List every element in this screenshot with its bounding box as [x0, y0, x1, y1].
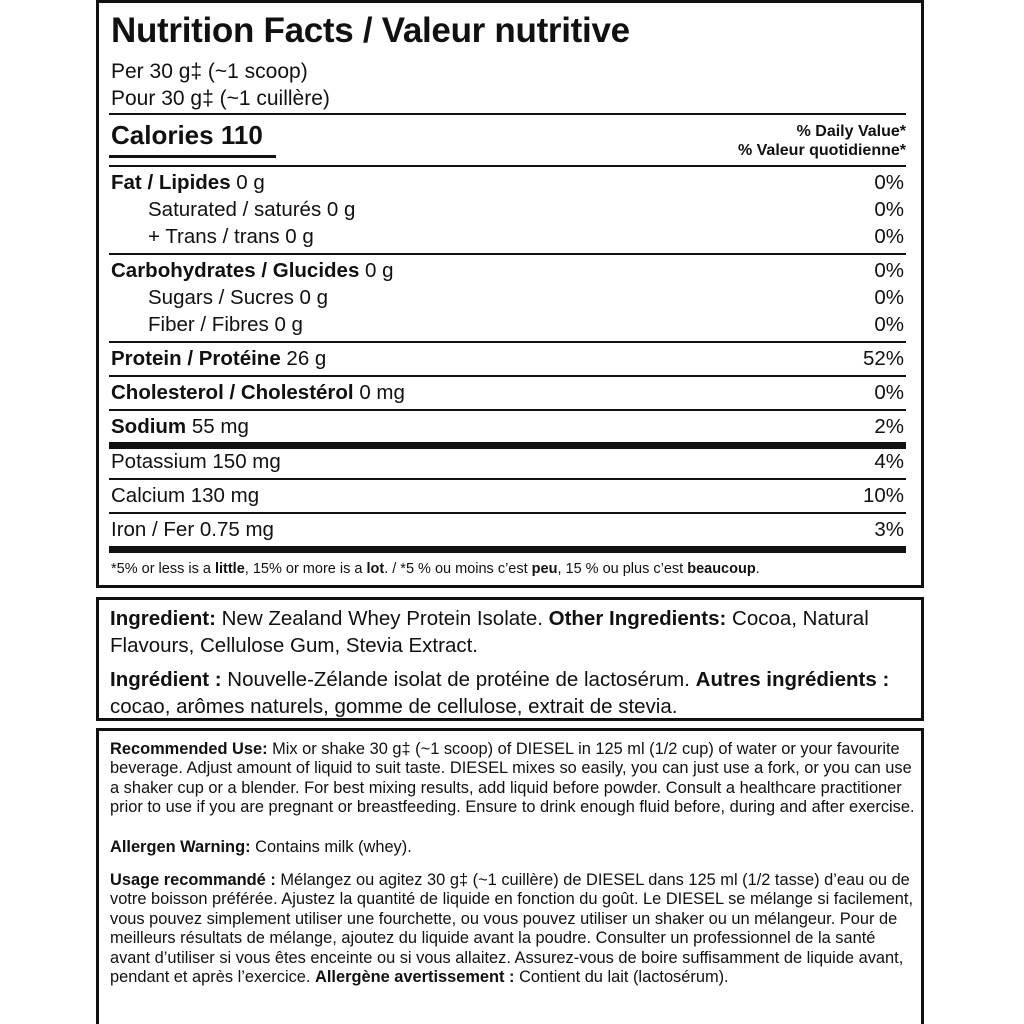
other-ingredients-label-fr: Autres ingrédients : — [695, 668, 890, 691]
recommended-use-fr: Usage recommandé : Mélangez ou agitez 30 g‡ (~1 cuillère) de DIESEL dans 125 ml (1/2 tasse) d’eau ou de votre boisson préférée. Ajustez la quantité de liquide en fonction du goût. Le DIESEL se mélange si facilement, vous pouvez simplement utiliser une fourchette, ou vous pouvez utiliser un shaker ou un mélangeur. Pour de meilleurs résultats de mélange, ajoutez du liquide avant la poudre. Consulter un professionnel de la santé avant d’utiliser si vous êtes enceinte ou si vous allaitez. Assurez-vous de boire suffisamment de liquide avant, pendant et après l’exercice. Allergène avertissement : Contient du lait (lactosérum). — [110, 871, 914, 987]
nutrient-row-carbohydrates — [111, 259, 906, 283]
nutrient-row-iron — [111, 518, 906, 542]
other-ingredients-label-en: Other Ingredients: — [548, 607, 727, 630]
divider — [109, 409, 906, 411]
nutrient-amount: 0 g — [359, 259, 394, 282]
recommended-use-en: Recommended Use: Mix or shake 30 g‡ (~1 scoop) of DIESEL in 125 ml (1/2 cup) of water or your favourite beverage. Adjust amount of liquid to suit taste. DIESEL mixes so easily, you can just use a fork, or you can use a shaker cup or a blender. For best mixing results, add liquid before powder. Consult a healthcare practitioner prior to use if you are pregnant or breastfeeding. Ensure to drink enough fluid before, during and after exercise. — [110, 740, 915, 817]
nutrient-amount: 0 g — [230, 171, 265, 194]
nutrient-dv: 3% — [874, 518, 904, 541]
ingredients-label-en: Ingredient: — [110, 607, 216, 630]
recommended-use-label: Recommended Use: — [110, 740, 268, 758]
nutrient-label: Saturated / saturés 0 g — [148, 198, 356, 221]
nutrient-label: Fat / Lipides — [111, 171, 231, 194]
nutrient-amount: 0 mg — [353, 381, 405, 404]
nutrient-row-cholesterol — [111, 381, 906, 405]
nutrient-label: Protein / Protéine — [111, 347, 281, 370]
divider — [109, 341, 906, 343]
nutrition-facts-panel — [96, 0, 924, 588]
nutrient-label: Iron / Fer 0.75 mg — [111, 518, 274, 541]
divider — [109, 113, 906, 115]
divider — [109, 478, 906, 480]
nutrient-row-sodium — [111, 415, 906, 439]
nutrient-dv: 2% — [874, 415, 904, 438]
allergen-warning-en: Allergen Warning: Contains milk (whey). — [110, 838, 412, 856]
nutrient-label: Calcium 130 mg — [111, 484, 260, 507]
usage-panel — [96, 728, 924, 1024]
ingredients-label-fr: Ingrédient : — [110, 668, 222, 691]
nutrient-amount: 55 mg — [186, 415, 249, 438]
thick-divider — [109, 442, 906, 449]
daily-value-header-fr: % Valeur quotidienne* — [737, 142, 906, 159]
serving-size-en: Per 30 g‡ (~1 scoop) — [111, 60, 308, 83]
ingredients-en: Ingredient: New Zealand Whey Protein Isolate. Other Ingredients: Cocoa, Natural Flavours, Cellulose Gum, Stevia Extract. — [110, 607, 869, 657]
ingredients-fr: Ingrédient : Nouvelle-Zélande isolat de protéine de lactosérum. Autres ingrédients : cocao, arômes naturels, gomme de cellulose, extrait de stevia. — [110, 668, 890, 718]
nutrient-dv: 0% — [874, 171, 904, 194]
nutrient-dv: 4% — [874, 450, 904, 473]
nutrient-row-potassium — [111, 450, 906, 474]
serving-size-fr: Pour 30 g‡ (~1 cuillère) — [111, 87, 330, 110]
nutrient-label: Sugars / Sucres 0 g — [148, 286, 329, 309]
nutrient-row-fiber — [148, 313, 906, 337]
allergen-label: Allergen Warning: — [110, 838, 251, 856]
nutrient-label: Sodium — [111, 415, 187, 438]
nutrient-dv: 0% — [874, 381, 904, 404]
nutrient-label: + Trans / trans 0 g — [148, 225, 314, 248]
nutrient-dv: 0% — [874, 286, 904, 309]
nutrient-label: Potassium 150 mg — [111, 450, 281, 473]
nutrient-dv: 0% — [874, 259, 904, 282]
nutrient-amount: 26 g — [280, 347, 327, 370]
divider — [109, 512, 906, 514]
divider — [109, 165, 906, 167]
nutrient-row-protein — [111, 347, 906, 371]
nutrient-row-trans — [148, 225, 906, 249]
daily-value-footnote: *5% or less is a little, 15% or more is a lot. / *5 % ou moins c’est peu, 15 % ou plus c’est beaucoup. — [111, 561, 760, 577]
nutrient-row-saturated — [148, 198, 906, 222]
allergen-label-fr: Allergène avertissement : — [315, 968, 515, 987]
nutrient-dv: 52% — [862, 347, 904, 370]
nutrient-label: Carbohydrates / Glucides — [111, 259, 360, 282]
nutrient-label: Cholesterol / Cholestérol — [111, 381, 354, 404]
nutrition-title: Nutrition Facts / Valeur nutritive — [111, 11, 630, 50]
divider — [109, 375, 906, 377]
nutrient-row-fat — [111, 171, 906, 195]
recommended-use-label-fr: Usage recommandé : — [110, 871, 276, 889]
nutrient-dv: 0% — [874, 225, 904, 248]
nutrient-dv: 0% — [874, 313, 904, 336]
daily-value-header-en: % Daily Value* — [796, 123, 906, 140]
calories: Calories 110 — [111, 120, 263, 150]
thick-divider — [109, 546, 906, 553]
nutrient-label: Fiber / Fibres 0 g — [148, 313, 303, 336]
nutrient-dv: 0% — [874, 198, 904, 221]
divider — [109, 253, 906, 255]
calories-underline — [109, 155, 276, 158]
nutrient-dv: 10% — [862, 484, 904, 507]
nutrient-row-sugars — [148, 286, 906, 310]
nutrient-row-calcium — [111, 484, 906, 508]
ingredients-panel — [96, 597, 924, 721]
